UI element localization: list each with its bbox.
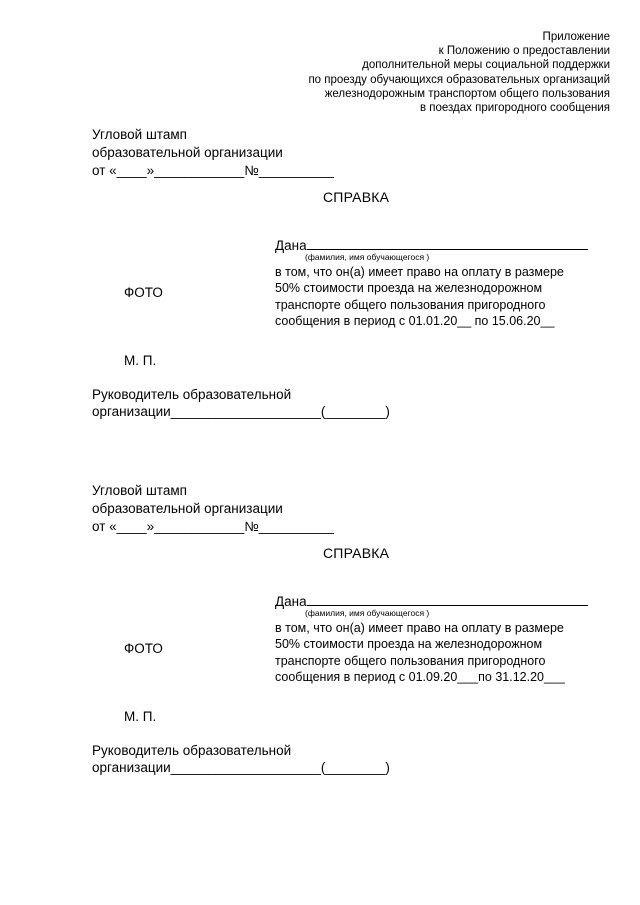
- appendix-line: дополнительной меры социальной поддержки: [362, 59, 610, 72]
- certificate-body: [275, 264, 564, 330]
- student-name-hint: (фамилия, имя обучающегося ): [305, 608, 430, 618]
- issued-to-label: Дана: [275, 238, 307, 253]
- appendix-line: железнодорожным транспортом общего пользования: [324, 87, 610, 100]
- seal-place: М. П.: [124, 353, 157, 368]
- issued-to-line: [275, 236, 588, 253]
- body-line: сообщения в период с 01.09.20___по 31.12.20___: [275, 670, 565, 685]
- stamp-line: Угловой штамп: [92, 127, 187, 142]
- body-line: 50% стоимости проезда на железнодорожном: [275, 637, 543, 652]
- head-signature: [92, 742, 390, 776]
- head-signature-line: организации____________________(________): [92, 760, 390, 775]
- issued-to-label: Дана: [275, 594, 307, 609]
- stamp-line: Угловой штамп: [92, 483, 187, 498]
- appendix-line: в поездах пригородного сообщения: [419, 102, 610, 115]
- photo-placeholder: ФОТО: [124, 285, 163, 300]
- body-line: 50% стоимости проезда на железнодорожном: [275, 281, 543, 296]
- stamp-date-number-line: от «____»____________№__________: [92, 163, 334, 178]
- certificate-2: [0, 482, 640, 782]
- body-line: транспорте общего пользования пригородного: [275, 297, 546, 312]
- certificate-body: [275, 620, 565, 686]
- corner-stamp: [92, 482, 334, 536]
- appendix-line: по проезду обучающихся образовательных организаций: [308, 73, 610, 86]
- head-signature-line: организации____________________(________): [92, 404, 390, 419]
- photo-placeholder: ФОТО: [124, 641, 163, 656]
- student-name-field[interactable]: [307, 236, 588, 250]
- head-title-line: Руководитель образовательной: [92, 387, 292, 402]
- stamp-line: образовательной организации: [92, 501, 283, 516]
- stamp-date-number-line: от «____»____________№__________: [92, 519, 334, 534]
- head-title-line: Руководитель образовательной: [92, 743, 292, 758]
- corner-stamp: [92, 126, 334, 180]
- student-name-field[interactable]: [307, 592, 588, 606]
- student-name-hint: (фамилия, имя обучающегося ): [305, 252, 430, 262]
- head-signature: [92, 386, 390, 420]
- body-line: транспорте общего пользования пригородного: [275, 653, 546, 668]
- body-line: сообщения в период с 01.01.20__ по 15.06.20__: [275, 314, 555, 329]
- certificate-1: [0, 126, 640, 426]
- issued-to-line: [275, 592, 588, 609]
- body-line: в том, что он(а) имеет право на оплату в размере: [275, 265, 564, 279]
- certificate-title: СПРАВКА: [323, 545, 390, 561]
- certificate-title: СПРАВКА: [323, 189, 390, 205]
- appendix-line: Приложение: [542, 31, 610, 43]
- seal-place: М. П.: [124, 709, 157, 724]
- body-line: в том, что он(а) имеет право на оплату в размере: [275, 621, 564, 635]
- appendix-note: [250, 30, 610, 115]
- stamp-line: образовательной организации: [92, 145, 283, 160]
- appendix-line: к Положению о предоставлении: [438, 45, 610, 58]
